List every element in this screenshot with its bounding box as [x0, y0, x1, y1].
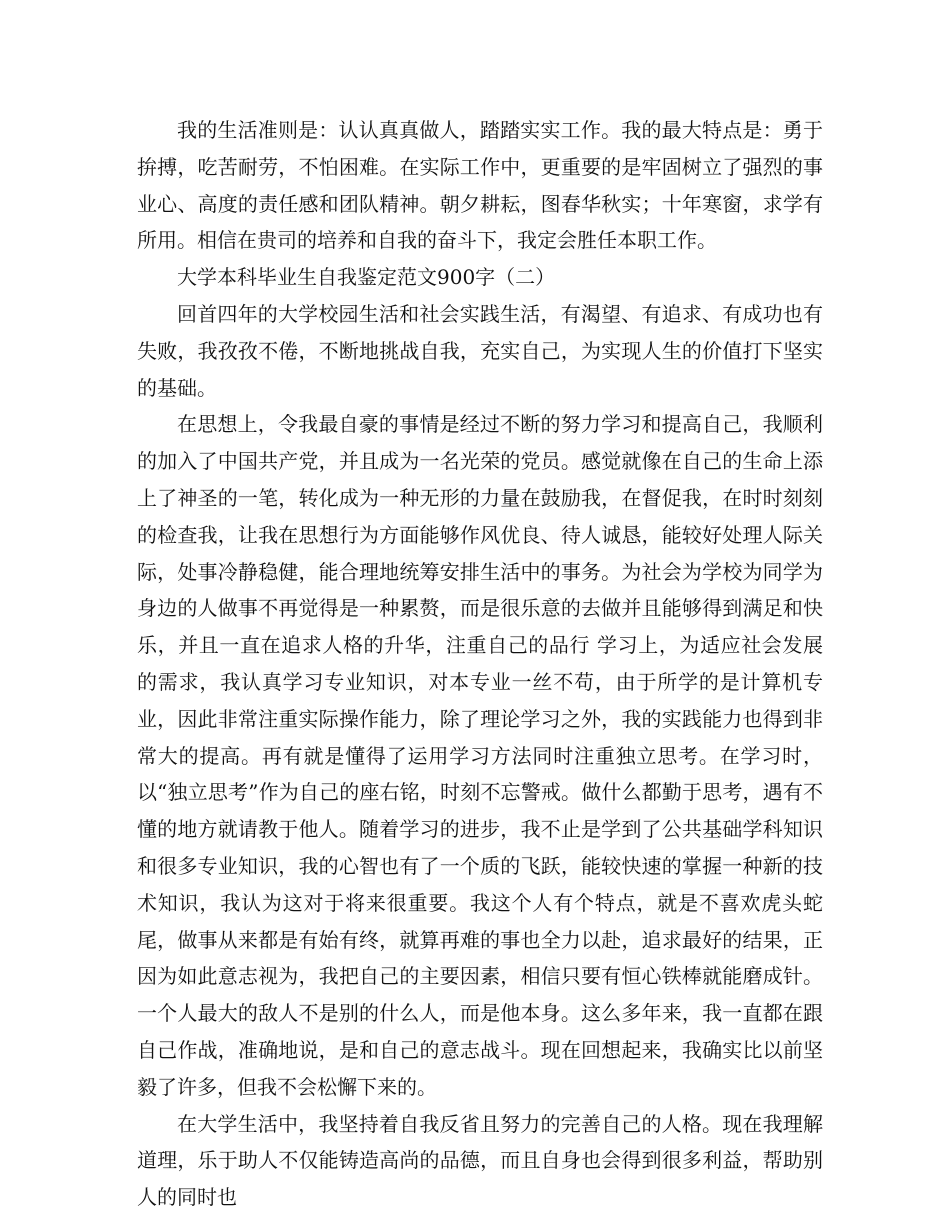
section-heading: 大学本科毕业生自我鉴定范文900字（二）: [177, 265, 556, 290]
document-body: [137, 112, 823, 1216]
paragraph-university-review: 回首四年的大学校园生活和社会实践生活，有渴望、有追求、有成功也有失败，我孜孜不倦，不断地挑战自我，充实自己，为实现人生的价值打下坚实的基础。: [137, 301, 823, 400]
paragraph-work-principles: 我的生活准则是：认认真真做人，踏踏实实工作。我的最大特点是：勇于拚搏，吃苦耐劳，不怕困难。在实际工作中，更重要的是牢固树立了强烈的事业心、高度的责任感和团队精神。朝夕耕耘，图春华秋实；十年寒窗，求学有所用。相信在贵司的培养和自我的奋斗下，我定会胜任本职工作。: [137, 118, 823, 253]
paragraph-ideology-and-study: 在思想上，令我最自豪的事情是经过不断的努力学习和提高自己，我顺利的加入了中国共产党，并且成为一名光荣的党员。感觉就像在自己的生命上添上了神圣的一笔，转化成为一种无形的力量在鼓励我，在督促我，在时时刻刻的检查我，让我在思想行为方面能够作风优良、待人诚恳，能较好处理人际关际，处事冷静稳健，能合理地统筹安排生活中的事务。为社会为学校为同学为身边的人做事不再觉得是一种累赘，而是很乐意的去做并且能够得到满足和快乐，并且一直在追求人格的升华，注重自己的品行 学习上，为适应社会发展的需求，我认真学习专业知识，对本专业一丝不苟，由于所学的是计算机专业，因此非常注重实际操作能力，除了理论学习之外，我的实践能力也得到非常大的提高。再有就是懂得了运用学习方法同时注重独立思考。在学习时，以“独立思考”作为自己的座右铭，时刻不忘警戒。做什么都勤于思考，遇有不懂的地方就请教于他人。随着学习的进步，我不止是学到了公共基础学科知识和很多专业知识，我的心智也有了一个质的飞跃，能较快速的掌握一种新的技术知识，我认为这对于将来很重要。我这个人有个特点，就是不喜欢虎头蛇尾，做事从来都是有始有终，就算再难的事也全力以赴，追求最好的结果，正因为如此意志视为，我把自己的主要因素，相信只要有恒心铁棒就能磨成针。一个人最大的敌人不是别的什么人，而是他本身。这么多年来，我一直都在跟自己作战，准确地说，是和自己的意志战斗。现在回想起来，我确实比以前坚毅了许多，但我不会松懈下来的。: [137, 412, 823, 1099]
paragraph-university-life: 在大学生活中，我坚持着自我反省且努力的完善自己的人格。现在我理解道理，乐于助人不仅能铸造高尚的品德，而且自身也会得到很多利益，帮助别人的同时也: [137, 1111, 823, 1210]
